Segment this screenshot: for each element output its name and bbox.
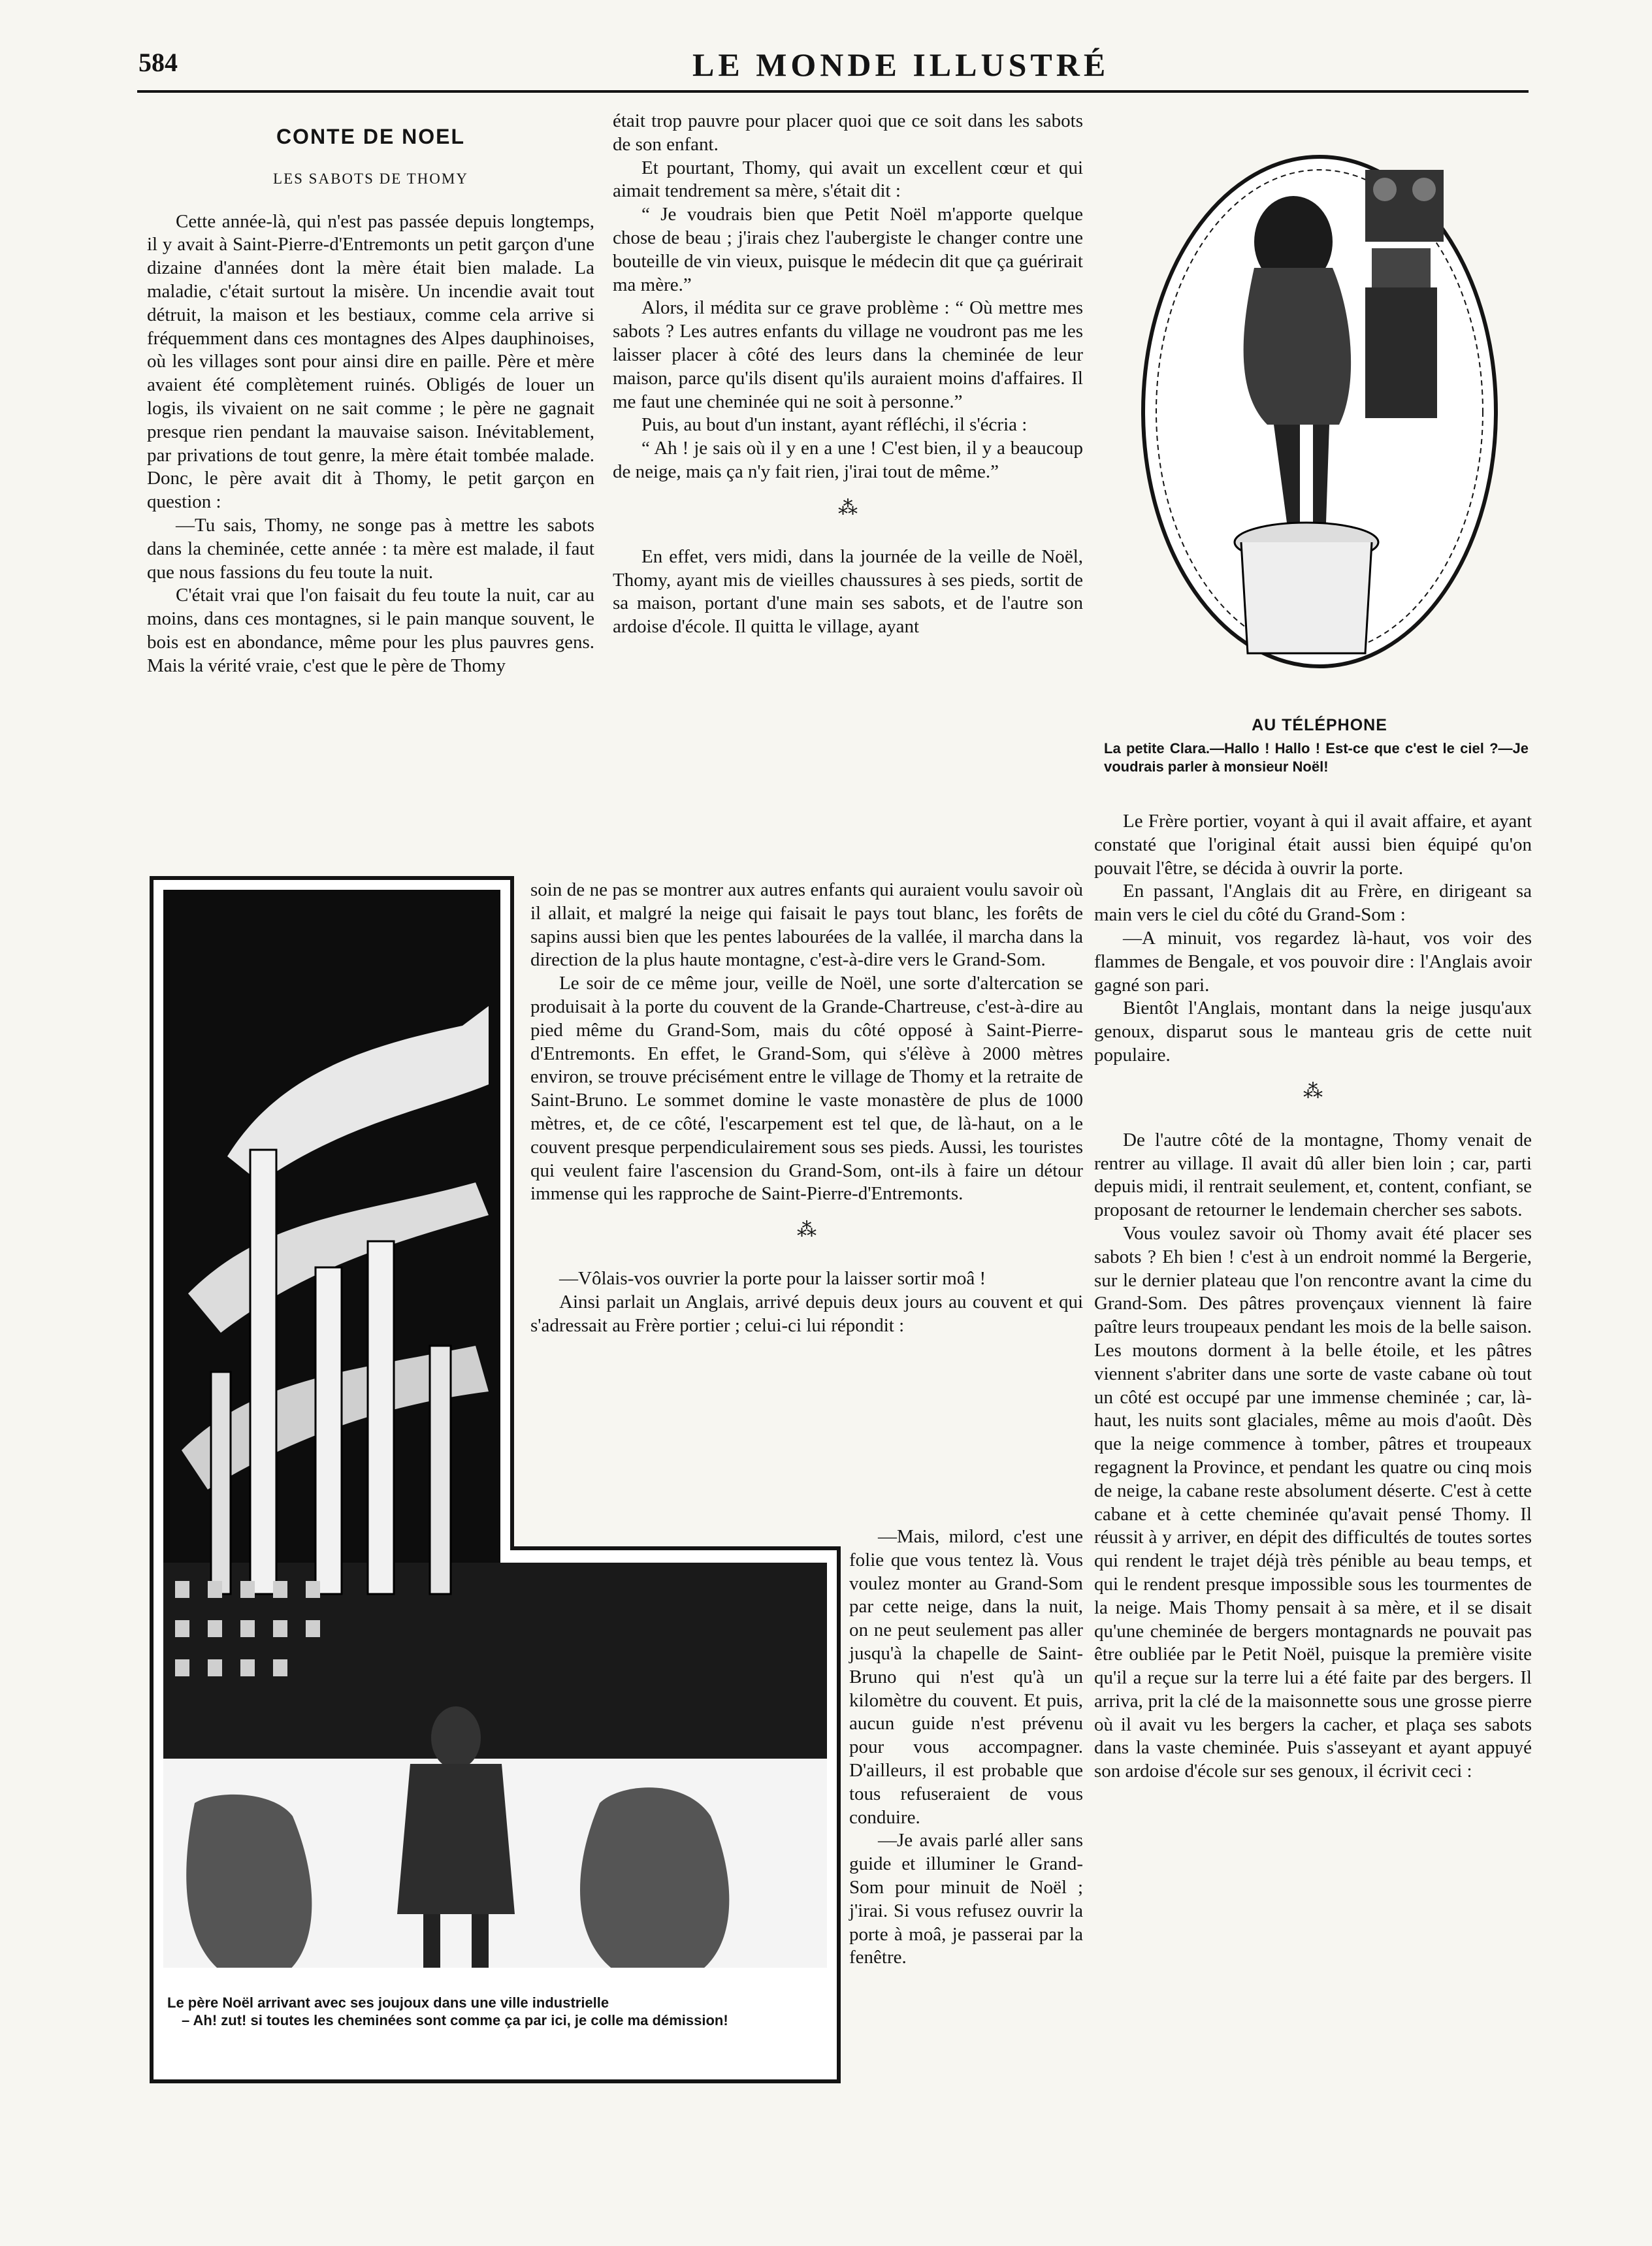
journal-title: LE MONDE ILLUSTRÉ	[692, 46, 1110, 83]
paragraph: —Vôlais-vos ouvrier la porte pour la laisser sortir moâ !	[559, 1268, 986, 1290]
paragraph: —A minuit, vos regardez là-haut, vos voir des flammes de Bengale, et vos pouvoir dire : l'Anglais avoir gagné son pari.	[1094, 927, 1532, 996]
article-column-1	[147, 110, 594, 678]
paragraph: —Mais, milord, c'est une folie que vous tentez là. Vous voulez monter au Grand-Som par cette neige, dans la nuit, on ne peut seulement pas aller jusqu'à la chapelle de Saint-Bruno qui n'est qu'à un kilomètre du couvent. Et puis, aucun guide n'est prévenu pour vous accompagner. D'ailleurs, il est probable que tous refuseraient de vous conduire.	[849, 1526, 1083, 1828]
paragraph: Ainsi parlait un Anglais, arrivé depuis deux jours au couvent et qui s'adressait au Frère portier ; celui-ci lui répondit :	[530, 1291, 1083, 1336]
paragraph: “ Je voudrais bien que Petit Noël m'apporte quelque chose de beau ; j'irais chez l'aubergiste le changer contre une bouteille de vin vieux, puisque le médecin dit que ça guérirait ma mère.”	[613, 204, 1083, 295]
section-separator: ⁂	[838, 496, 858, 519]
article-title: CONTE DE NOEL	[276, 125, 466, 148]
factory-illustration-drawing	[149, 875, 841, 2084]
paragraph: C'était vrai que l'on faisait du feu toute la nuit, car au moins, dans ces montagnes, si le pain manque souvent, le bois est en abondance, même pour les plus pauvres gens. Mais la vérité vraie, c'est que le père de Thomy	[147, 585, 594, 676]
paragraph: Puis, au bout d'un instant, ayant réfléchi, il s'écria :	[641, 414, 1028, 436]
paragraph: Cette année-là, qui n'est pas passée depuis longtemps, il y avait à Saint-Pierre-d'Entremonts un petit garçon d'une dizaine d'années dont la mère était bien malade. La maladie, c'était surtout la misère. Un incendie avait tout détruit, la maison et les bestiaux, comme cela arrive si fréquemment dans ces montagnes des Alpes dauphinoises, où les villages sont pour ainsi dire en paille. Père et mère avaient été complètement ruinés. Obligés de louer un logis, ils vivaient on ne sait comme ; le père ne gagnait presque rien pendant la mauvaise saison. Inévitablement, par privations de tout genre, la mère était tombée malade. Donc, le père avait dit à Thomy, le petit garçon en question :	[147, 210, 594, 513]
header-rule	[137, 90, 1529, 93]
paragraph: Vous voulez savoir où Thomy avait été placer ses sabots ? Eh bien ! c'est à un endroit nommé la Bergerie, sur le dernier plateau que l'on rencontre avant la cime du Grand-Som. Des pâtres provençaux viennent là faire paître leurs troupeaux pendant les mois de la belle saison. Les moutons dorment à la belle étoile, et les pâtres viennent s'abriter dans une sorte de vaste cabane où tout un côté est occupé par une immense cheminée ; car, là-haut, les nuits sont glaciales, même au mois d'août. Dès que la neige commence à tomber, pâtres et troupeaux regagnent la Province, et pendant les quatre ou cinq mois de neige, la cabane reste absolument déserte. C'est à cette cabane et à cette cheminée qu'avait pensé Thomy. Il réussit à y arriver, en dépit des difficultés de toutes sortes qui rendent le trajet déjà très pénible au beau temps, et qui le rendent presque impossible sous les tourmentes de la neige. Mais Thomy pensait à sa mère, et il se disait qu'une cheminée de bergers montagnards ne pouvait pas être oubliée par le Petit Noël, puisque la première visite qu'il a reçue sur la terre lui a été faite par des bergers. Il arriva, prit la clé de la maisonnette sous une grosse pierre où il avait vu les bergers la cacher, et plaça ses sabots dans la vaste cheminée. Puis s'asseyant et ayant appuyé son ardoise d'école sur ses genoux, il écrivit ceci :	[1094, 1222, 1532, 1782]
telephone-caption-text: La petite Clara.—Hallo ! Hallo ! Est-ce que c'est le ciel ?—Je voudrais parler à monsieur Noël!	[1104, 740, 1529, 775]
article-column-3	[1094, 810, 1532, 1783]
paragraph: était trop pauvre pour placer quoi que ce soit dans les sabots de son enfant.	[613, 110, 1083, 155]
paragraph: —Je avais parlé aller sans guide et illuminer le Grand-Som pour minuit de Noël ; j'irai. Si vous refusez ouvrir la porte à moâ, je passerai par la fenêtre.	[849, 1830, 1083, 1968]
paragraph: soin de ne pas se montrer aux autres enfants qui auraient voulu savoir où il allait, et malgré la neige qui faisait le pays tout blanc, les forêts de sapins aussi bien que les pentes labourées de la vallée, il marcha dans la direction de la plus haute montagne, c'est-à-dire vers le Grand-Som.	[530, 879, 1083, 971]
paragraph: “ Ah ! je sais où il y en a une ! C'est bien, il y a beaucoup de neige, mais ça n'y fait rien, j'irai tout de même.”	[613, 438, 1083, 482]
paragraph: Le Frère portier, voyant à qui il avait affaire, et ayant constaté que l'original était aussi bien équipé qu'on pouvait l'être, se décida à ouvrir la porte.	[1094, 811, 1532, 879]
telephone-illustration-drawing	[1104, 118, 1535, 706]
telephone-caption-title: AU TÉLÉPHONE	[1252, 716, 1387, 734]
paragraph: —Tu sais, Thomy, ne songe pas à mettre les sabots dans la cheminée, cette année : ta mère est malade, il faut que nous fassions du feu toute la nuit.	[147, 514, 594, 583]
page-number: 584	[138, 48, 178, 77]
paragraph: Alors, il médita sur ce grave problème : “ Où mettre mes sabots ? Les autres enfants du village ne voudront pas me les laisser placer à côté des leurs dans la cheminée de leur maison, parce qu'ils disent qu'ils auraient moins d'affaires. Il me faut une cheminée qui ne soit à personne.”	[613, 297, 1083, 412]
factory-caption-line-2: – Ah! zut! si toutes les cheminées sont comme ça par ici, je colle ma démission!	[182, 2012, 728, 2028]
article-column-2-narrow	[849, 1525, 1083, 1970]
telephone-illustration	[1104, 118, 1535, 706]
paragraph: Bientôt l'Anglais, montant dans la neige jusqu'aux genoux, disparut sous le manteau gris de cette nuit populaire.	[1094, 998, 1532, 1066]
section-separator: ⁂	[797, 1219, 817, 1241]
factory-illustration	[149, 875, 841, 2084]
factory-caption	[167, 1994, 820, 2029]
section-separator: ⁂	[1303, 1080, 1323, 1102]
paragraph: En effet, vers midi, dans la journée de la veille de Noël, Thomy, ayant mis de vieilles chaussures à ses pieds, sortit de sa maison, portant d'une main ses sabots, et de l'autre son ardoise d'école. Il quitta le village, ayant	[613, 545, 1083, 638]
paragraph: En passant, l'Anglais dit au Frère, en dirigeant sa main vers le ciel du côté du Grand-Som :	[1094, 881, 1532, 926]
factory-caption-line-1: Le père Noël arrivant avec ses joujoux dans une ville industrielle	[167, 1994, 609, 2011]
paragraph: Le soir de ce même jour, veille de Noël, une sorte d'altercation se produisait à la porte du couvent de la Grande-Chartreuse, c'est-à-dire au pied même du Grand-Som, mais du côté opposé à Saint-Pierre-d'Entremonts. En effet, le Grand-Som, qui s'élève à 2000 mètres environ, se trouve précisément entre le village de Thomy et la retraite de Saint-Bruno. Le sommet domine le vaste monastère de plus de 1000 mètres, et, de ce côté, l'escarpement est tel que, de là-haut, on a le couvent presque perpendiculairement sous ses pieds. Aussi, les touristes qui veulent faire l'ascension du Grand-Som, ont-ils à faire un détour immense qui les rapproche de Saint-Pierre-d'Entremonts.	[530, 973, 1083, 1205]
paragraph: Et pourtant, Thomy, qui avait un excellent cœur et qui aimait tendrement sa mère, s'était dit :	[613, 157, 1083, 202]
article-subtitle: LES SABOTS DE THOMY	[273, 170, 468, 187]
paragraph: De l'autre côté de la montagne, Thomy venait de rentrer au village. Il avait dû aller bien loin ; car, parti depuis midi, il rentrait seulement, et, content, confiant, se proposant de retourner le lendemain chercher ses sabots.	[1094, 1129, 1532, 1221]
article-column-2	[613, 110, 1083, 639]
